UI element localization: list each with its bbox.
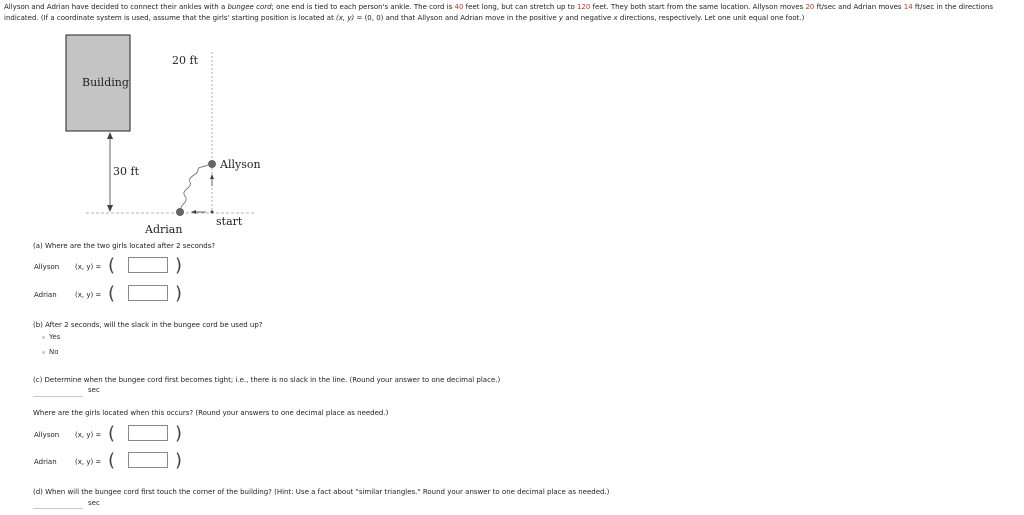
cord-length-value: 40 bbox=[454, 3, 464, 11]
part-a-allyson-name: Allyson bbox=[34, 263, 60, 271]
part-c-adrian-input[interactable] bbox=[128, 452, 168, 468]
adrian-dot bbox=[176, 208, 184, 216]
part-a-adrian-lparen: ( bbox=[108, 283, 116, 304]
part-b-option-yes[interactable]: Yes bbox=[42, 333, 60, 341]
part-c-allyson-lparen: ( bbox=[108, 423, 116, 444]
allyson-dot bbox=[208, 160, 216, 168]
height-arrow-down bbox=[107, 205, 113, 212]
part-c-adrian-coord: (x, y) = bbox=[75, 458, 102, 466]
width-label: 20 ft bbox=[172, 54, 198, 67]
part-c-adrian-lparen: ( bbox=[108, 450, 116, 471]
part-a-allyson-input[interactable] bbox=[128, 257, 168, 273]
height-arrow-up bbox=[107, 132, 113, 139]
part-c-allyson-coord: (x, y) = bbox=[75, 431, 102, 439]
part-c-adrian-rparen: ) bbox=[175, 450, 183, 471]
part-c-allyson-name: Allyson bbox=[34, 431, 60, 439]
radio-button-icon bbox=[42, 351, 45, 354]
part-d-time-input[interactable] bbox=[33, 508, 83, 509]
radio-button-icon bbox=[42, 336, 45, 339]
part-c-unit: sec bbox=[88, 386, 100, 394]
height-label: 30 ft bbox=[113, 165, 139, 178]
problem-statement: Allyson and Adrian have decided to connect their ankles with a bungee cord; one end is tied to each person's ankle. The cord is 40 feet long, but can stretch up to 120 feet. They both start from the same location. Allyson moves 20 ft/sec and Adrian moves 14 ft/sec in the directions indicated. (If a coordinate system is used, assume that the girls' starting position is located at (x, y) = (0, 0) and that Allyson and Adrian move in the positive y and negative x directions, respectively. Let one unit equal one foot.) bbox=[4, 3, 994, 22]
part-c-followup: Where are the girls located when this occurs? (Round your answers to one decimal place as needed.) bbox=[33, 409, 389, 417]
bungee-figure bbox=[0, 0, 300, 240]
part-c-allyson-input[interactable] bbox=[128, 425, 168, 441]
part-d-unit: sec bbox=[88, 499, 100, 507]
allyson-label: Allyson bbox=[220, 158, 261, 171]
part-a-allyson-coord: (x, y) = bbox=[75, 263, 102, 271]
part-c-adrian-name: Adrian bbox=[34, 458, 57, 466]
adrian-label: Adrian bbox=[145, 223, 183, 236]
bungee-cord-term: bungee cord bbox=[227, 3, 272, 11]
bungee-cord bbox=[181, 165, 208, 212]
part-a-question: (a) Where are the two girls located after 2 seconds? bbox=[33, 242, 216, 250]
part-c-question: (c) Determine when the bungee cord first becomes tight; i.e., there is no slack in the line. (Round your answer to one decimal place.) bbox=[33, 376, 501, 384]
adrian-speed-value: 14 bbox=[903, 3, 913, 11]
part-a-adrian-coord: (x, y) = bbox=[75, 291, 102, 299]
part-a-adrian-input[interactable] bbox=[128, 285, 168, 301]
start-label: start bbox=[216, 215, 243, 228]
start-dot bbox=[211, 211, 214, 214]
building-label: Building bbox=[82, 76, 129, 89]
part-b-option-no[interactable]: No bbox=[42, 348, 59, 356]
part-a-allyson-lparen: ( bbox=[108, 255, 116, 276]
part-b-question: (b) After 2 seconds, will the slack in the bungee cord be used up? bbox=[33, 321, 263, 329]
part-c-time-input[interactable] bbox=[33, 396, 83, 397]
part-a-adrian-rparen: ) bbox=[175, 283, 183, 304]
stretch-length-value: 120 bbox=[576, 3, 591, 11]
part-a-allyson-rparen: ) bbox=[175, 255, 183, 276]
part-a-adrian-name: Adrian bbox=[34, 291, 57, 299]
part-c-allyson-rparen: ) bbox=[175, 423, 183, 444]
allyson-arrow-head bbox=[210, 174, 214, 179]
allyson-speed-value: 20 bbox=[805, 3, 815, 11]
part-d-question: (d) When will the bungee cord first touch the corner of the building? (Hint: Use a fact about "similar triangles." Round your answer to one decimal place as needed.) bbox=[33, 488, 610, 496]
